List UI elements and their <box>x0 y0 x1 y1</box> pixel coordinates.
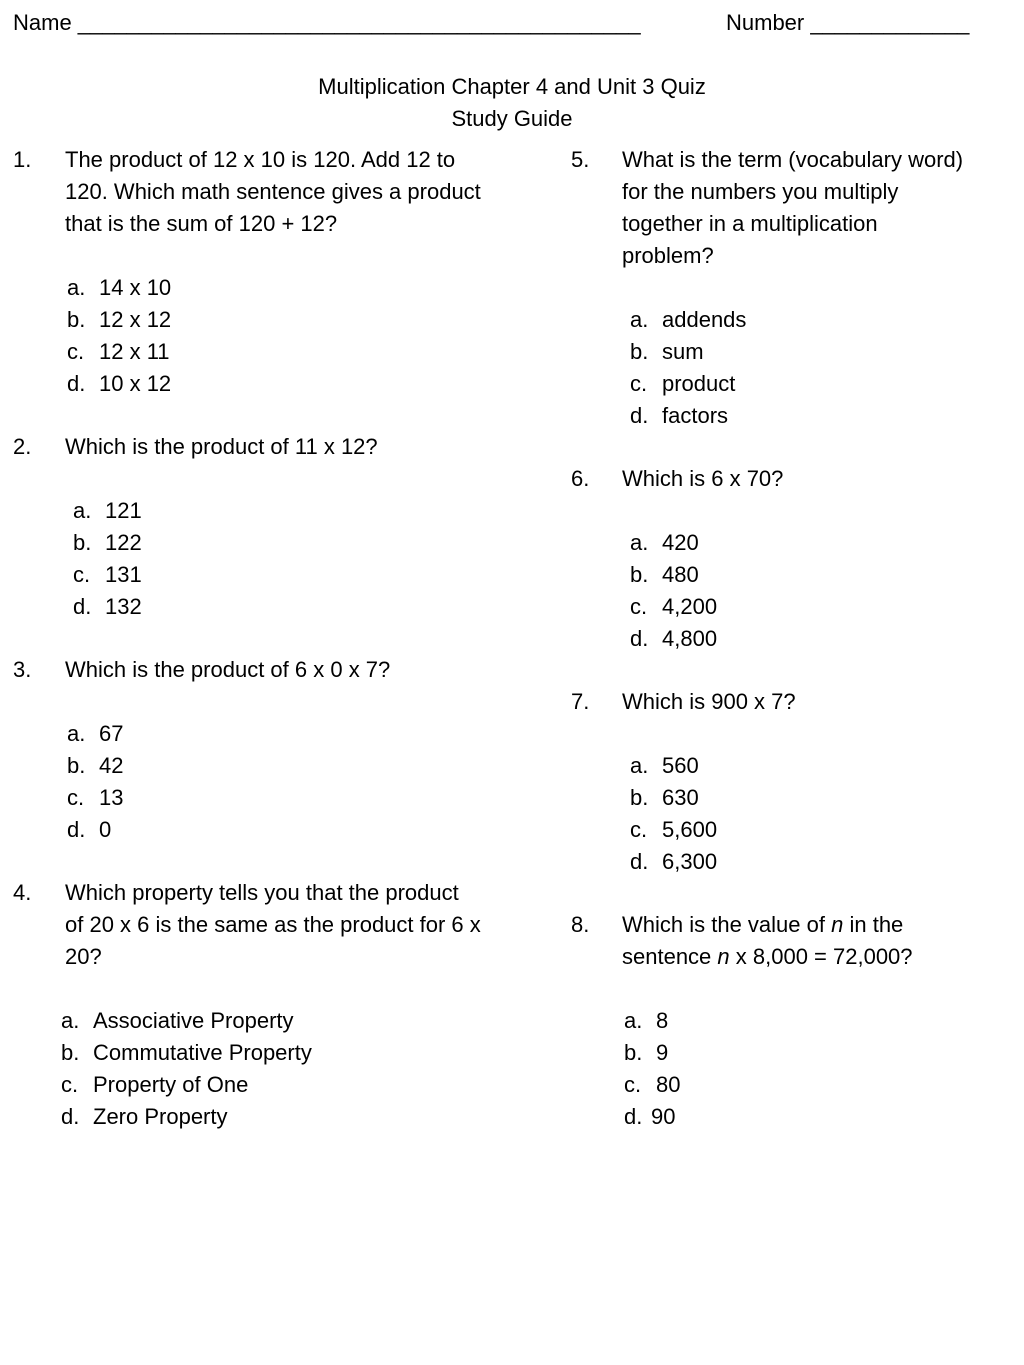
option-text: 560 <box>662 753 699 778</box>
option-text: 4,200 <box>662 594 718 619</box>
answer-option-a[interactable] <box>61 1005 294 1037</box>
number-label: Number <box>726 10 811 35</box>
answer-option-a[interactable] <box>624 1005 668 1037</box>
option-letter: d. <box>67 817 86 842</box>
option-letter: b. <box>624 1040 643 1065</box>
option-letter: d. <box>624 1104 643 1129</box>
option-letter: a. <box>630 530 649 555</box>
question-number: 8. <box>571 912 590 937</box>
option-text: sum <box>662 339 704 364</box>
option-letter: c. <box>624 1072 642 1097</box>
question-line: for the numbers you multiply <box>622 179 899 204</box>
answer-option-c[interactable] <box>67 782 123 814</box>
option-text: 90 <box>651 1104 676 1129</box>
option-letter: c. <box>630 594 648 619</box>
option-letter: a. <box>73 498 92 523</box>
question-line: What is the term (vocabulary word) <box>622 147 964 172</box>
option-text: 4,800 <box>662 626 718 651</box>
name-blank[interactable]: ______________________________________________ <box>77 10 641 35</box>
option-letter: d. <box>67 371 86 396</box>
question-line: sentence n x 8,000 = 72,000? <box>622 944 913 969</box>
option-letter: c. <box>67 339 85 364</box>
question-text <box>622 909 913 973</box>
option-text: 67 <box>99 721 124 746</box>
answer-option-c[interactable] <box>67 336 170 368</box>
question-number: 6. <box>571 466 590 491</box>
option-letter: c. <box>67 785 85 810</box>
option-letter: c. <box>630 817 648 842</box>
option-letter: a. <box>67 721 86 746</box>
option-text: Property of One <box>93 1072 249 1097</box>
question-line: that is the sum of 120 + 12? <box>65 211 338 236</box>
option-text: 12 x 12 <box>99 307 172 332</box>
option-text: addends <box>662 307 747 332</box>
option-letter: c. <box>630 371 648 396</box>
option-letter: a. <box>630 753 649 778</box>
name-line <box>13 7 641 39</box>
question-number: 7. <box>571 689 590 714</box>
answer-option-a[interactable] <box>67 272 171 304</box>
answer-option-c[interactable] <box>630 368 735 400</box>
option-letter: b. <box>630 339 649 364</box>
option-letter: d. <box>61 1104 80 1129</box>
option-letter: b. <box>61 1040 80 1065</box>
answer-option-d[interactable] <box>630 400 728 432</box>
option-text: 0 <box>99 817 112 842</box>
answer-option-d[interactable] <box>67 368 171 400</box>
question-line: Which is 900 x 7? <box>622 689 796 714</box>
answer-option-c[interactable] <box>624 1069 680 1101</box>
option-text: 9 <box>656 1040 669 1065</box>
question-line: of 20 x 6 is the same as the product for 6 x <box>65 912 481 937</box>
answer-option-b[interactable] <box>67 750 123 782</box>
question-text <box>65 654 390 686</box>
question-number: 1. <box>13 147 32 172</box>
option-text: 6,300 <box>662 849 718 874</box>
option-letter: c. <box>61 1072 79 1097</box>
question-number: 5. <box>571 147 590 172</box>
answer-option-a[interactable] <box>630 304 746 336</box>
option-text: 5,600 <box>662 817 718 842</box>
question-text <box>65 877 481 973</box>
question-number: 4. <box>13 880 32 905</box>
option-text: product <box>662 371 736 396</box>
option-letter: d. <box>630 626 649 651</box>
option-letter: a. <box>624 1008 643 1033</box>
answer-option-b[interactable] <box>67 304 171 336</box>
option-text: 132 <box>105 594 142 619</box>
answer-option-d[interactable] <box>630 846 717 878</box>
answer-option-d[interactable] <box>630 623 717 655</box>
question-number: 3. <box>13 657 32 682</box>
option-text: 480 <box>662 562 699 587</box>
question-text <box>622 686 796 718</box>
option-letter: d. <box>73 594 92 619</box>
number-blank[interactable]: _____________ <box>810 10 970 35</box>
answer-option-b[interactable] <box>624 1037 668 1069</box>
question-line: problem? <box>622 243 714 268</box>
question-line: 120. Which math sentence gives a product <box>65 179 481 204</box>
option-text: 122 <box>105 530 142 555</box>
option-letter: b. <box>67 753 86 778</box>
question-line: Which is the product of 6 x 0 x 7? <box>65 657 391 682</box>
question-line: Which property tells you that the product <box>65 880 459 905</box>
option-letter: a. <box>67 275 86 300</box>
name-label: Name <box>13 10 78 35</box>
answer-option-d[interactable] <box>73 591 142 623</box>
answer-option-b[interactable] <box>61 1037 312 1069</box>
answer-option-a[interactable] <box>630 527 699 559</box>
option-letter: b. <box>67 307 86 332</box>
answer-option-d[interactable] <box>61 1101 228 1133</box>
question-line: The product of 12 x 10 is 120. Add 12 to <box>65 147 456 172</box>
question-text <box>622 463 783 495</box>
answer-option-b[interactable] <box>630 559 699 591</box>
answer-option-b[interactable] <box>73 527 142 559</box>
option-text: 80 <box>656 1072 681 1097</box>
answer-option-c[interactable] <box>630 591 717 623</box>
page-subtitle: Study Guide <box>451 106 573 131</box>
option-text: 14 x 10 <box>99 275 172 300</box>
option-text: 12 x 11 <box>99 339 170 364</box>
question-line: Which is 6 x 70? <box>622 466 784 491</box>
answer-option-d[interactable] <box>624 1101 675 1133</box>
question-text <box>622 144 963 272</box>
option-text: Commutative Property <box>93 1040 312 1065</box>
option-text: Zero Property <box>93 1104 228 1129</box>
option-letter: b. <box>630 562 649 587</box>
answer-option-c[interactable] <box>61 1069 248 1101</box>
answer-option-c[interactable] <box>630 814 717 846</box>
question-line: Which is the product of 11 x 12? <box>65 434 378 459</box>
option-text: 10 x 12 <box>99 371 172 396</box>
question-line: 20? <box>65 944 102 969</box>
option-letter: b. <box>73 530 92 555</box>
option-letter: b. <box>630 785 649 810</box>
option-letter: d. <box>630 849 649 874</box>
option-letter: a. <box>630 307 649 332</box>
answer-option-c[interactable] <box>73 559 142 591</box>
answer-option-d[interactable] <box>67 814 111 846</box>
option-text: 420 <box>662 530 699 555</box>
question-text <box>65 431 378 463</box>
option-text: 630 <box>662 785 699 810</box>
variable-n: n <box>717 944 730 969</box>
option-text: 131 <box>105 562 142 587</box>
answer-option-b[interactable] <box>630 336 704 368</box>
variable-n: n <box>831 912 844 937</box>
question-text <box>65 144 481 240</box>
question-line: Which is the value of n in the <box>622 912 904 937</box>
page-title: Multiplication Chapter 4 and Unit 3 Quiz <box>318 74 706 99</box>
answer-option-a[interactable] <box>67 718 123 750</box>
option-text: factors <box>662 403 729 428</box>
answer-option-a[interactable] <box>73 495 142 527</box>
option-letter: a. <box>61 1008 80 1033</box>
option-text: 13 <box>99 785 124 810</box>
question-line: together in a multiplication <box>622 211 878 236</box>
question-number: 2. <box>13 434 32 459</box>
answer-option-a[interactable] <box>630 750 699 782</box>
number-line <box>726 7 969 39</box>
option-text: 42 <box>99 753 124 778</box>
answer-option-b[interactable] <box>630 782 699 814</box>
option-letter: c. <box>73 562 91 587</box>
option-text: 8 <box>656 1008 669 1033</box>
option-text: Associative Property <box>93 1008 294 1033</box>
option-letter: d. <box>630 403 649 428</box>
option-text: 121 <box>105 498 142 523</box>
